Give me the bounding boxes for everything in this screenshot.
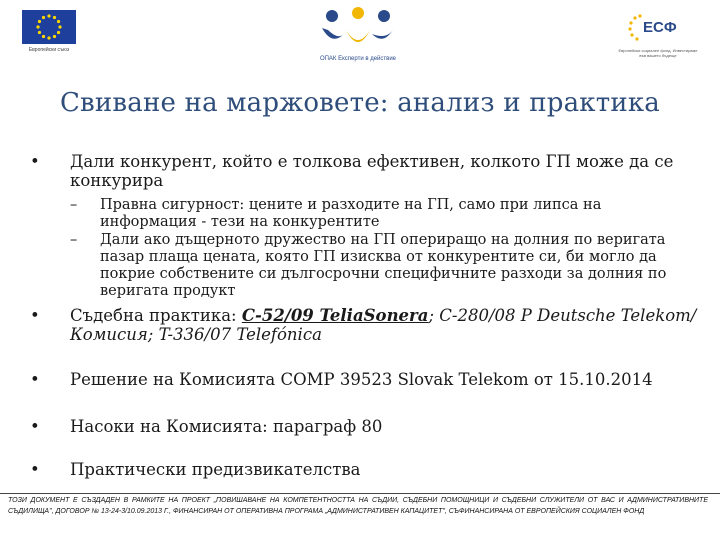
dash-icon: – xyxy=(70,197,78,213)
slide-title: Свиване на маржовете: анализ и практика xyxy=(59,88,661,118)
esf-logo xyxy=(618,12,698,58)
dash-icon: – xyxy=(70,232,78,248)
eu-star-icon xyxy=(47,36,50,39)
eu-star-icon xyxy=(42,16,45,19)
bullet-text: Насоки на Комисията: параграф 80 xyxy=(70,417,383,436)
eu-star-icon xyxy=(53,35,56,38)
bullet-item xyxy=(30,417,700,436)
bullet-icon: • xyxy=(30,370,40,389)
eu-star-icon xyxy=(57,31,60,34)
esf-caption: Европейски социален фонд. Инвестираме във вашето бъдеще xyxy=(618,48,698,58)
sub-bullet-text: Правна сигурност: цените и разходите на ГП, само при липса на информация - тези на конкурентите xyxy=(100,197,602,230)
eu-star-icon xyxy=(47,14,50,17)
esf-label: ЕСФ xyxy=(643,19,677,36)
bullet-text: Практически предизвикателства xyxy=(70,460,361,479)
esf-logo-icon xyxy=(627,12,689,42)
eu-star-icon xyxy=(58,25,61,28)
bullet-text-prefix: Съдебна практика: xyxy=(70,306,242,325)
sub-bullet-item xyxy=(30,197,700,231)
eu-star-icon xyxy=(36,25,39,28)
bullet-item xyxy=(30,306,700,344)
sub-bullet-text: Дали ако дъщерното дружество на ГП опериращо на долния по веригата пазар плаща цената, която ГП изисква от конкурентите си, би могло да покрие собствените си дългосрочни специфичните разходи за долния по веригата продукт xyxy=(100,232,667,299)
bullet-item xyxy=(30,152,700,190)
bullet-text: Решение на Комисията COMP 39523 Slovak Telekom от 15.10.2014 xyxy=(70,370,653,389)
bullet-icon: • xyxy=(30,306,40,325)
opak-caption: ОПАК Експерти в действие xyxy=(319,56,397,62)
footer-disclaimer: ТОЗИ ДОКУМЕНТ Е СЪЗДАДЕН В РАМКИТЕ НА ПРОЕКТ „ПОВИШАВАНЕ НА КОМПЕТЕНТНОСТТА НА СЪДИИ, СЪДЕБНИ ПОМОЩНИЦИ И СЪДЕБНИ СЛУЖИТЕЛИ ОТ ВАС И АДМИНИСТРАТИВНИТЕ СЪДИЛИЩА", ДОГОВОР № 13-24-3/10.09.2013 Г., ФИНАНСИРАН ОТ ОПЕРАТИВНА ПРОГРАМА „АДМИНИСТРАТИВЕН КАПАЦИТЕТ", СЪФИНАНСИРАНА ОТ ЕВРОПЕЙСКИЯ СОЦИАЛЕН ФОНД xyxy=(8,497,708,515)
eu-star-icon xyxy=(53,16,56,19)
eu-caption: Европейски съюз xyxy=(28,47,70,53)
case-list: ; C-280/08 P Deutsche Telekom/Комисия; T-336/07 Telefónica xyxy=(70,306,697,344)
sub-bullet-item xyxy=(30,232,700,300)
bullet-icon: • xyxy=(30,460,40,479)
eu-star-icon xyxy=(57,20,60,23)
eu-logo xyxy=(14,10,84,53)
bullet-item xyxy=(30,460,700,479)
slide-content xyxy=(30,152,700,479)
eu-stars-icon xyxy=(22,10,76,44)
eu-star-icon xyxy=(38,20,41,23)
opak-people-icon xyxy=(318,6,398,50)
bullet-item xyxy=(30,370,700,389)
bullet-text: Дали конкурент, който е толкова ефективен, колкото ГП може да се конкурира xyxy=(70,152,674,190)
case-reference: C-52/09 TeliaSonera xyxy=(241,306,429,325)
bullet-icon: • xyxy=(30,152,40,171)
eu-star-icon xyxy=(38,31,41,34)
bullet-icon: • xyxy=(30,417,40,436)
opak-logo xyxy=(298,6,418,62)
eu-flag-icon xyxy=(22,10,76,44)
footer-divider xyxy=(0,493,720,494)
eu-star-icon xyxy=(42,35,45,38)
